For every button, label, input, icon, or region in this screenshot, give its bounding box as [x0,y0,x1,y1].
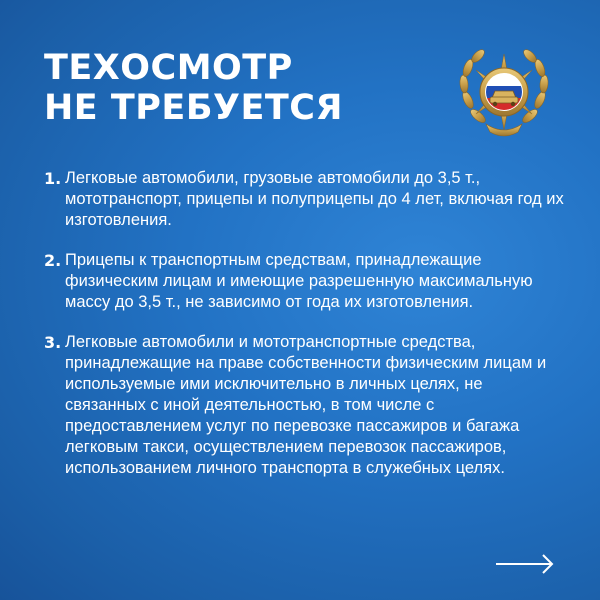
list-item [44,168,564,231]
list-item-text: Легковые автомобили и мототранспортные средства, принадлежащие на праве собственности физическим лицам и используемые ими исключительно в личных целях, не связанных с иной деятельностью, в том числе с предоставлением услуг по перевозке пассажиров и багажа легковым такси, осуществлением перевозок пассажиров, использованием личного транспорта в служебных целях. [65,333,547,477]
title-line-1: ТЕХОСМОТР [44,48,293,88]
traffic-police-emblem-icon [452,40,556,144]
list-item-number: 2. [44,251,62,270]
arrow-right-icon[interactable] [494,552,556,576]
list-item [44,250,564,313]
list-item-text: Прицепы к транспортным средствам, принадлежащие физическим лицам и имеющие разрешенную максимальную массу до 3,5 т., не зависимо от года их изготовления. [65,251,533,311]
page-title [44,48,343,128]
list-item-text: Легковые автомобили, грузовые автомобили до 3,5 т., мототранспорт, прицепы и полуприцепы до 4 лет, включая год их изготовления. [65,169,564,229]
list-item [44,332,564,479]
list-item-number: 1. [44,169,62,188]
exemption-list [44,168,564,498]
list-item-number: 3. [44,333,62,352]
title-line-2: НЕ ТРЕБУЕТСЯ [44,88,343,128]
